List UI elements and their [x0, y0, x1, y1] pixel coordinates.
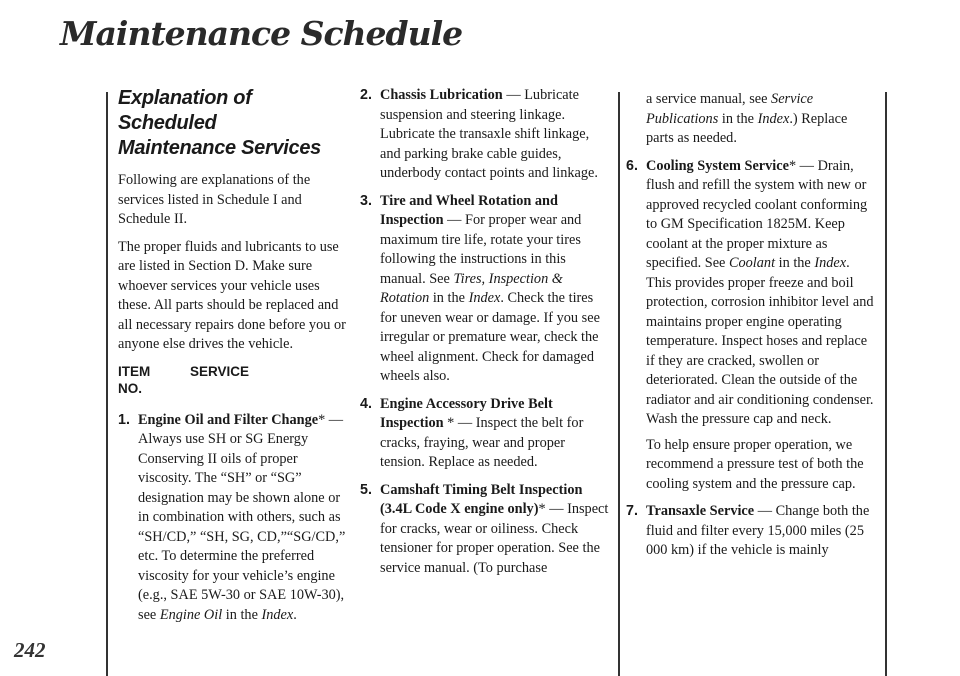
item-service-header — [118, 363, 348, 397]
page-title: Maintenance Schedule — [60, 14, 463, 53]
item-no-header: ITEM NO. — [118, 363, 151, 396]
column-rule-middle — [618, 92, 620, 676]
list-item-1: 1. Engine Oil and Filter Change* — Always use SH or SG Energy Conserving II oils of proper viscosity. The “SH” or “SG” designation may be shown alone or in combination with others, such as “SH/CD,” “SH, SG, CD,”“SG/CD,” etc. To determine the preferred viscosity for your vehicle’s engine (e.g., SAE 5W-30 or SAE 10W-30), see Engine Oil in the Index. — [118, 411, 346, 623]
column-3 — [626, 90, 876, 569]
item-name: Tire and Wheel Rotation and Inspection — [380, 192, 558, 228]
list-item-6-paragraph-2: To help ensure proper operation, we recommend a pressure test of both the cooling system and the pressure cap. — [646, 436, 864, 492]
list-item-2: 2. Chassis Lubrication — Lubricate suspension and steering linkage. Lubricate the transaxle shift linkage, and parking brake cable guides, underbody contact points and linkage. — [360, 87, 598, 181]
intro-paragraph-2: The proper fluids and lubricants to use are listed in Section D. Make sure whoever services your vehicle uses these. All parts should be replaced and all necessary repairs done before you or anyone else drives the vehicle. — [118, 238, 346, 352]
list-item-6: 6. Cooling System Service* — Drain, flush and refill the system with new or approved recycled coolant conforming to GM Specification 1825M. Keep coolant at the proper mixture as specified. See Coolant in the Index. This provides proper freeze and boil protection, corrosion inhibitor level and maintains proper engine operating temperature. Inspect hoses and replace if they are cracked, swollen or deteriorated. Clean the outside of the radiator and air conditioning condenser. Wash the pressure cap and neck. — [626, 157, 874, 427]
item-name: Cooling System Service — [646, 157, 789, 174]
item-name: Transaxle Service — [646, 503, 755, 519]
service-header: SERVICE — [190, 363, 250, 379]
page-number: 242 — [14, 638, 46, 662]
column-2 — [360, 86, 610, 586]
column-rule-right — [885, 92, 887, 676]
column-1 — [118, 86, 348, 633]
item-name: Engine Accessory Drive Belt Inspection — [380, 395, 553, 431]
intro-paragraph-1: Following are explanations of the services listed in Schedule I and Schedule II. — [118, 172, 311, 227]
list-item-7: 7. Transaxle Service — Change both the fluid and filter every 15,000 miles (25 000 km) if the vehicle is mainly — [626, 503, 870, 558]
list-item-4: 4. Engine Accessory Drive Belt Inspection * — Inspect the belt for cracks, fraying, wear and proper tension. Replace as needed. — [360, 395, 584, 470]
item-name: Camshaft Timing Belt Inspection (3.4L Code X engine only) — [380, 481, 583, 517]
section-heading-line-2: Maintenance Services — [118, 137, 321, 159]
item-name: Engine Oil and Filter Change — [138, 411, 319, 428]
list-item-3: 3. Tire and Wheel Rotation and Inspection — For proper wear and maximum tire life, rotate your tires following the instructions in this manual. See Tires, Inspection & Rotation in the Index. Check the tires for uneven wear or damage. If you see irregular or premature wear, check the wheel alignment. Check for damaged wheels also. — [360, 192, 600, 384]
column-rule-left — [106, 92, 108, 676]
section-heading-line-1: Explanation of Scheduled — [118, 87, 252, 134]
list-item-5-continued: a service manual, see Service Publications in the Index.) Replace parts as needed. — [646, 91, 848, 146]
list-item-5: 5. Camshaft Timing Belt Inspection (3.4L Code X engine only)* — Inspect for cracks, wear or oiliness. Check tensioner for proper operation. See the service manual. (To purchase — [360, 481, 609, 576]
section-heading — [118, 86, 348, 161]
item-name: Chassis Lubrication — [380, 87, 503, 103]
